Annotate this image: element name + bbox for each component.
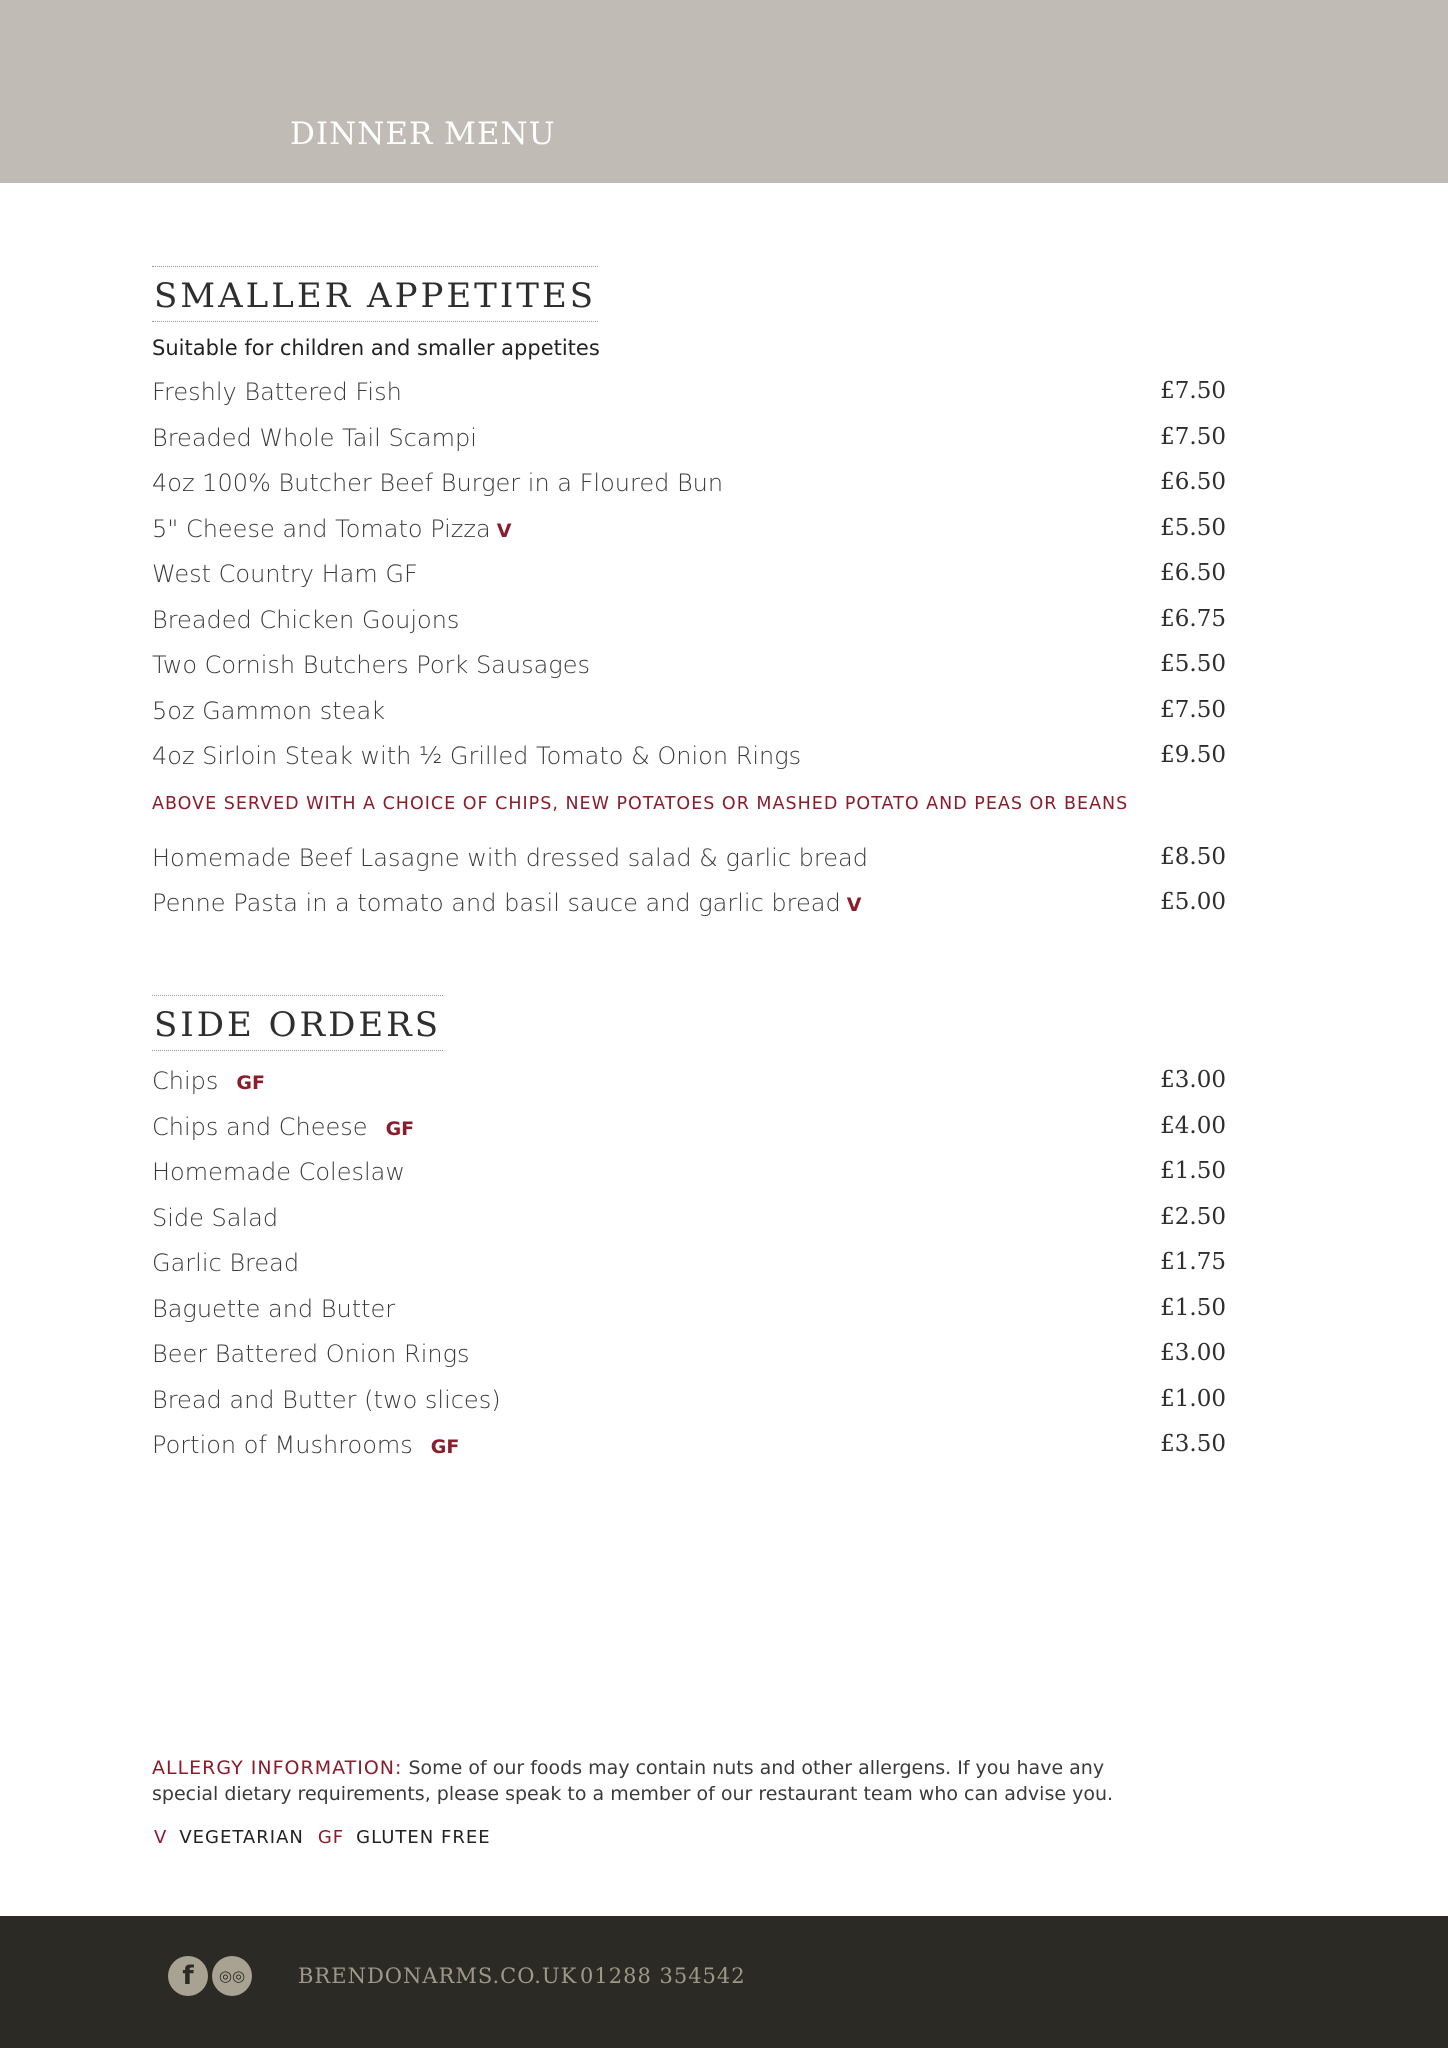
- menu-item-name: [152, 1295, 395, 1323]
- menu-item: [152, 469, 1226, 515]
- sides-note: ABOVE SERVED WITH A CHOICE OF CHIPS, NEW POTATOES OR MASHED POTATO AND PEAS OR BEANS: [152, 793, 1129, 814]
- dietary-legend: [154, 1827, 491, 1848]
- menu-item-label: 5oz Gammon steak: [152, 696, 386, 725]
- menu-item-list: [152, 378, 1226, 788]
- dietary-tag: V: [846, 894, 862, 916]
- allergy-label: ALLERGY INFORMATION:: [152, 1757, 403, 1779]
- menu-item: [152, 1113, 1226, 1159]
- menu-item: [152, 515, 1226, 561]
- allergy-information: [152, 1755, 1152, 1807]
- menu-item-name: [152, 1431, 459, 1459]
- menu-item: [152, 1249, 1226, 1295]
- menu-item-label: Freshly Battered Fish: [152, 378, 402, 406]
- menu-item-list-extra: [152, 844, 1226, 935]
- menu-item-name: [152, 889, 861, 917]
- dietary-tag: GF: [385, 1117, 415, 1140]
- section-subtitle: Suitable for children and smaller appetites: [152, 336, 600, 360]
- menu-item: [152, 1431, 1226, 1477]
- section-heading: SIDE ORDERS: [152, 995, 443, 1051]
- side-orders-section: [152, 995, 1226, 1477]
- menu-item-price: £6.50: [1160, 560, 1226, 586]
- page-title: DINNER MENU: [290, 116, 556, 152]
- menu-item-price: £7.50: [1160, 696, 1226, 723]
- menu-item: [152, 378, 1226, 424]
- dietary-tag: GF: [430, 1436, 460, 1458]
- menu-item-label: 5" Cheese and Tomato Pizza: [152, 514, 491, 543]
- menu-item-label: Side Salad: [152, 1203, 279, 1232]
- menu-item-label: Portion of Mushrooms: [152, 1431, 413, 1459]
- menu-item-label: Chips and Cheese: [152, 1112, 368, 1141]
- phone-number: 01288 354542: [580, 1964, 746, 1988]
- menu-item-price: £9.50: [1160, 742, 1226, 768]
- menu-item-list: [152, 1067, 1226, 1477]
- menu-item-name: [152, 515, 511, 543]
- menu-item-price: £1.75: [1160, 1249, 1226, 1275]
- menu-item-price: £1.50: [1160, 1294, 1226, 1321]
- menu-item: [152, 560, 1226, 606]
- menu-item-price: £1.50: [1160, 1158, 1226, 1184]
- menu-item-name: [152, 651, 590, 679]
- menu-item-label: 4oz 100% Butcher Beef Burger in a Floured Bun: [152, 469, 724, 497]
- menu-item-price: £5.00: [1160, 889, 1226, 915]
- legend-v-code: V: [154, 1827, 168, 1848]
- allergy-text: Some of our foods may contain nuts and other allergens. If you have any special dietary requirements, please speak to a member of our restaurant team who can advise you.: [152, 1757, 1114, 1805]
- menu-item: [152, 424, 1226, 470]
- menu-item-price: £1.00: [1160, 1385, 1226, 1412]
- menu-item-price: £7.50: [1160, 378, 1226, 404]
- menu-item-price: £4.00: [1160, 1112, 1226, 1139]
- menu-item: [152, 606, 1226, 652]
- dietary-tag: V: [496, 519, 512, 542]
- facebook-icon[interactable]: f: [168, 1956, 208, 1996]
- menu-item-name: [152, 424, 477, 452]
- menu-item-price: £2.50: [1160, 1203, 1226, 1230]
- menu-item-name: [152, 560, 418, 588]
- menu-item: [152, 1204, 1226, 1250]
- menu-item-name: [152, 1067, 265, 1095]
- menu-item: [152, 1067, 1226, 1113]
- social-links: [168, 1956, 256, 1996]
- menu-item-label: Penne Pasta in a tomato and basil sauce and garlic bread: [152, 889, 841, 917]
- menu-item: [152, 1340, 1226, 1386]
- menu-item-name: [152, 606, 459, 634]
- dietary-tag: GF: [236, 1072, 265, 1094]
- menu-item: [152, 1386, 1226, 1432]
- menu-item-name: [152, 1113, 414, 1141]
- menu-item: [152, 1295, 1226, 1341]
- legend-gf-label: GLUTEN FREE: [356, 1827, 491, 1848]
- menu-item-name: [152, 697, 385, 725]
- menu-item-price: £5.50: [1160, 514, 1226, 541]
- menu-item-price: £5.50: [1160, 651, 1226, 677]
- menu-item-label: Homemade Beef Lasagne with dressed salad & garlic bread: [152, 843, 868, 872]
- tripadvisor-icon[interactable]: ◎◎: [212, 1956, 252, 1996]
- menu-item-name: [152, 1204, 278, 1232]
- menu-item-label: Baguette and Butter: [152, 1294, 396, 1323]
- menu-item-price: £3.00: [1160, 1340, 1226, 1366]
- menu-item-name: [152, 1158, 405, 1186]
- menu-item-name: [152, 378, 402, 406]
- menu-item-name: [152, 1249, 299, 1277]
- header-banner: [0, 0, 1448, 183]
- menu-item-label: Chips: [152, 1067, 219, 1095]
- menu-item-label: West Country Ham GF: [152, 560, 418, 588]
- legend-v-label: VEGETARIAN: [179, 1827, 304, 1848]
- menu-item: [152, 742, 1226, 788]
- menu-item-label: Homemade Coleslaw: [152, 1158, 405, 1186]
- menu-item-name: [152, 469, 723, 497]
- menu-item-name: [152, 1340, 469, 1368]
- menu-item-name: [152, 1386, 501, 1414]
- smaller-appetites-section: [152, 266, 1226, 935]
- menu-item-name: [152, 742, 801, 770]
- menu-item-price: £6.75: [1160, 605, 1226, 632]
- menu-item: [152, 844, 1226, 890]
- menu-item-price: £6.50: [1160, 469, 1226, 495]
- menu-item-label: Breaded Chicken Goujons: [152, 605, 460, 634]
- menu-item-price: £3.00: [1160, 1067, 1226, 1093]
- menu-item-price: £8.50: [1160, 843, 1226, 870]
- menu-item-label: Two Cornish Butchers Pork Sausages: [152, 651, 590, 679]
- menu-item-name: [152, 844, 868, 872]
- menu-item-price: £7.50: [1160, 423, 1226, 450]
- menu-item-label: 4oz Sirloin Steak with ½ Grilled Tomato & Onion Rings: [152, 742, 802, 770]
- legend-gf-code: GF: [317, 1827, 345, 1848]
- menu-item: [152, 1158, 1226, 1204]
- menu-item: [152, 697, 1226, 743]
- menu-item: [152, 651, 1226, 697]
- menu-item-label: Breaded Whole Tail Scampi: [152, 423, 477, 452]
- menu-item-label: Garlic Bread: [152, 1249, 300, 1277]
- menu-item-price: £3.50: [1160, 1431, 1226, 1457]
- menu-item-label: Bread and Butter (two slices): [152, 1385, 501, 1414]
- section-heading: SMALLER APPETITES: [152, 266, 598, 322]
- menu-item: [152, 889, 1226, 935]
- website-link[interactable]: BRENDONARMS.CO.UK: [298, 1964, 578, 1988]
- menu-item-label: Beer Battered Onion Rings: [152, 1340, 470, 1368]
